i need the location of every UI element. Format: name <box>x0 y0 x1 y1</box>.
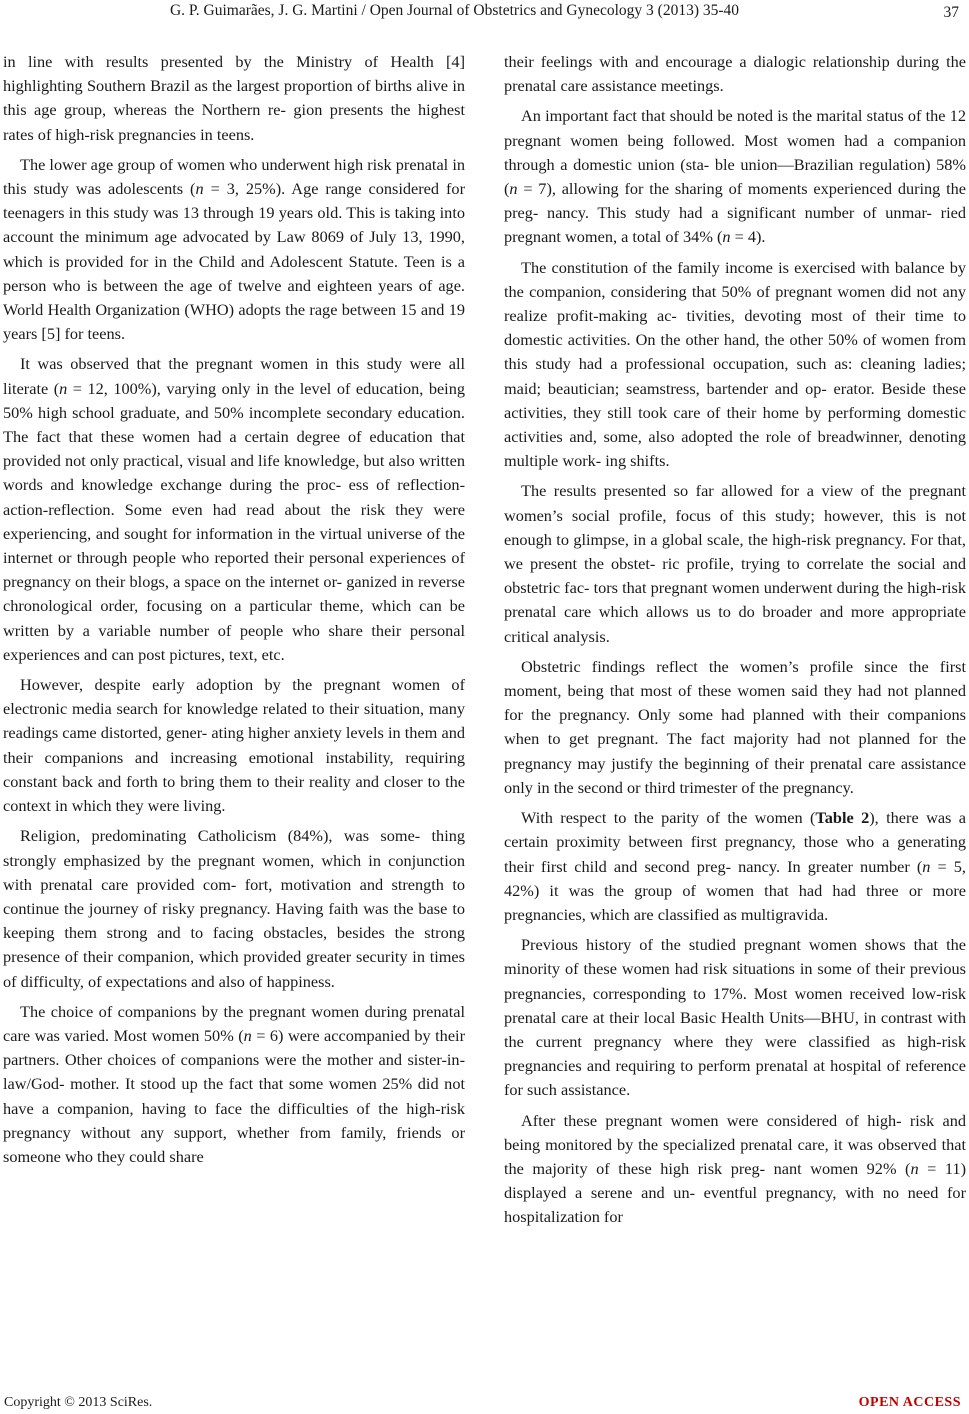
left-column <box>3 50 465 1175</box>
copyright-notice: Copyright © 2013 SciRes. <box>4 1395 153 1410</box>
paragraph: The results presented so far allowed for a view of the pregnant women’s social profile, focus of this study; however, this is not enough to glimpse, in a global scale, the high-risk pregnancy. For that, we present the obstet- ric profile, trying to correlate the social and obstetric fac- tors that pregnant women underwent during the high-risk prenatal care which allows us to do broader and more appropriate critical analysis. <box>504 481 966 646</box>
paragraph: Religion, predominating Catholicism (84%), was some- thing strongly emphasized by the pregnant women, which in conjunction with prenatal care provided com- fort, motivation and strength to continue the journey of risky pregnancy. Having faith was the base to keeping them strong and to facing obstacles, besides the strong presence of their companion, which provided greater security in times of difficulty, of expectations and also of happiness. <box>3 826 465 991</box>
paragraph: However, despite early adoption by the pregnant women of electronic media search for knowledge related to their situation, many readings came distorted, gener- ating higher anxiety levels in them and their companions and increasing emotional instability, requiring constant back and forth to bring them to their reality and closer to the context in which they were living. <box>3 675 465 816</box>
right-column <box>504 50 966 1236</box>
paragraph: The constitution of the family income is exercised with balance by the companion, considering that 50% of pregnant women did not any realize profit-making ac- tivities, devoting most of their time to domestic activities. On the other hand, the other 50% of women from this study had a professional occupation, such as: cleaning ladies; maid; beautician; seamstress, bartender and op- erator. Beside these activities, they still took care of their home by performing domestic activities and, some, also adopted the role of breadwinner, denoting multiple work- ing shifts. <box>504 257 966 471</box>
page-header <box>0 0 969 40</box>
paragraph: in line with results presented by the Ministry of Health [4] highlighting Southern Brazil as the largest proportion of births alive in this age group, whereas the Northern re- gion presents the highest rates of high-risk pregnancies in teens. <box>3 52 465 144</box>
open-access-label: OPEN ACCESS <box>858 1395 961 1410</box>
page-number: 37 <box>943 4 959 21</box>
paragraph: Obstetric findings reflect the women’s profile since the first moment, being that most of these women said they had not planned for the pregnancy. Only some had planned with their companions when to get pregnant. The fact majority had not planned for the pregnancy may justify the beginning of their prenatal care assistance only in the second or third trimester of the pregnancy. <box>504 656 966 797</box>
paragraph: Previous history of the studied pregnant women shows that the minority of these women had risk situations in some of their previous pregnancies, corresponding to 17%. Most women received low-risk prenatal care at their local Basic Health Units—BHU, in contrast with the current pregnancy where they were classified as high-risk pregnancies and requiring to perform prenatal at hospital of reference for such assistance. <box>504 935 966 1100</box>
paragraph: An important fact that should be noted is the marital status of the 12 pregnant women being followed. Most women had a companion through a domestic union (sta- ble union—Brazilian regulation) 58% (n = 7), allowing for the sharing of moments experienced during the preg- nancy. This study had a significant number of unmar- ried pregnant women, a total of 34% (n = 4). <box>504 106 966 247</box>
page-footer <box>0 1395 969 1414</box>
paragraph: The choice of companions by the pregnant women during prenatal care was varied. Most women 50% (n = 6) were accompanied by their partners. Other choices of companions were the mother and sister-in-law/God- mother. It stood up the fact that some women 25% did not have a companion, having to face the difficulties of the high-risk pregnancy without any support, whether from family, friends or someone who they could share <box>3 1001 465 1166</box>
paragraph: The lower age group of women who underwent high risk prenatal in this study was adolescents (n = 3, 25%). Age range considered for teenagers in this study was 13 through 19 years old. This is taking into account the minimum age advocated by Law 8069 of July 13, 1990, which is provided for in the Child and Adolescent Statute. Teen is a person who is between the age of twelve and eighteen years of age. World Health Organization (WHO) adopts the rage between 15 and 19 years [5] for teens. <box>3 154 465 344</box>
paragraph: their feelings with and encourage a dialogic relationship during the prenatal care assistance meetings. <box>504 52 966 96</box>
table-reference-link[interactable]: Table 2 <box>815 808 870 828</box>
running-head: G. P. Guimarães, J. G. Martini / Open Journal of Obstetrics and Gynecology 3 (2013) 35-40 <box>169 2 740 19</box>
paragraph: After these pregnant women were considered of high- risk and being monitored by the specialized prenatal care, it was observed that the majority of these high risk preg- nant women 92% (n = 11) displayed a serene and un- eventful pregnancy, with no need for hospitalization for <box>504 1110 966 1227</box>
paragraph: With respect to the parity of the women (Table 2), there was a certain proximity between first pregnancy, those who a generating their first child and second preg- nancy. In greater number (n = 5, 42%) it was the group of women that had had three or more pregnancies, which are classified as multigravida. <box>504 808 966 924</box>
paragraph: It was observed that the pregnant women in this study were all literate (n = 12, 100%), varying only in the level of education, being 50% high school graduate, and 50% incomplete secondary education. The fact that these women had a certain degree of education that provided not only practical, visual and life knowledge, but also written words and knowledge exchange during the proc- ess of reflection-action-reflection. Some even had read about the risk they were experiencing, and sought for information in the virtual universe of the internet or through people who reported their personal experiences of pregnancy on their blogs, a space on the internet or- ganized in reverse chronological order, focusing on a particular theme, which can be written by a variable number of people who share their personal experiences and can post pictures, text, etc. <box>3 354 465 664</box>
